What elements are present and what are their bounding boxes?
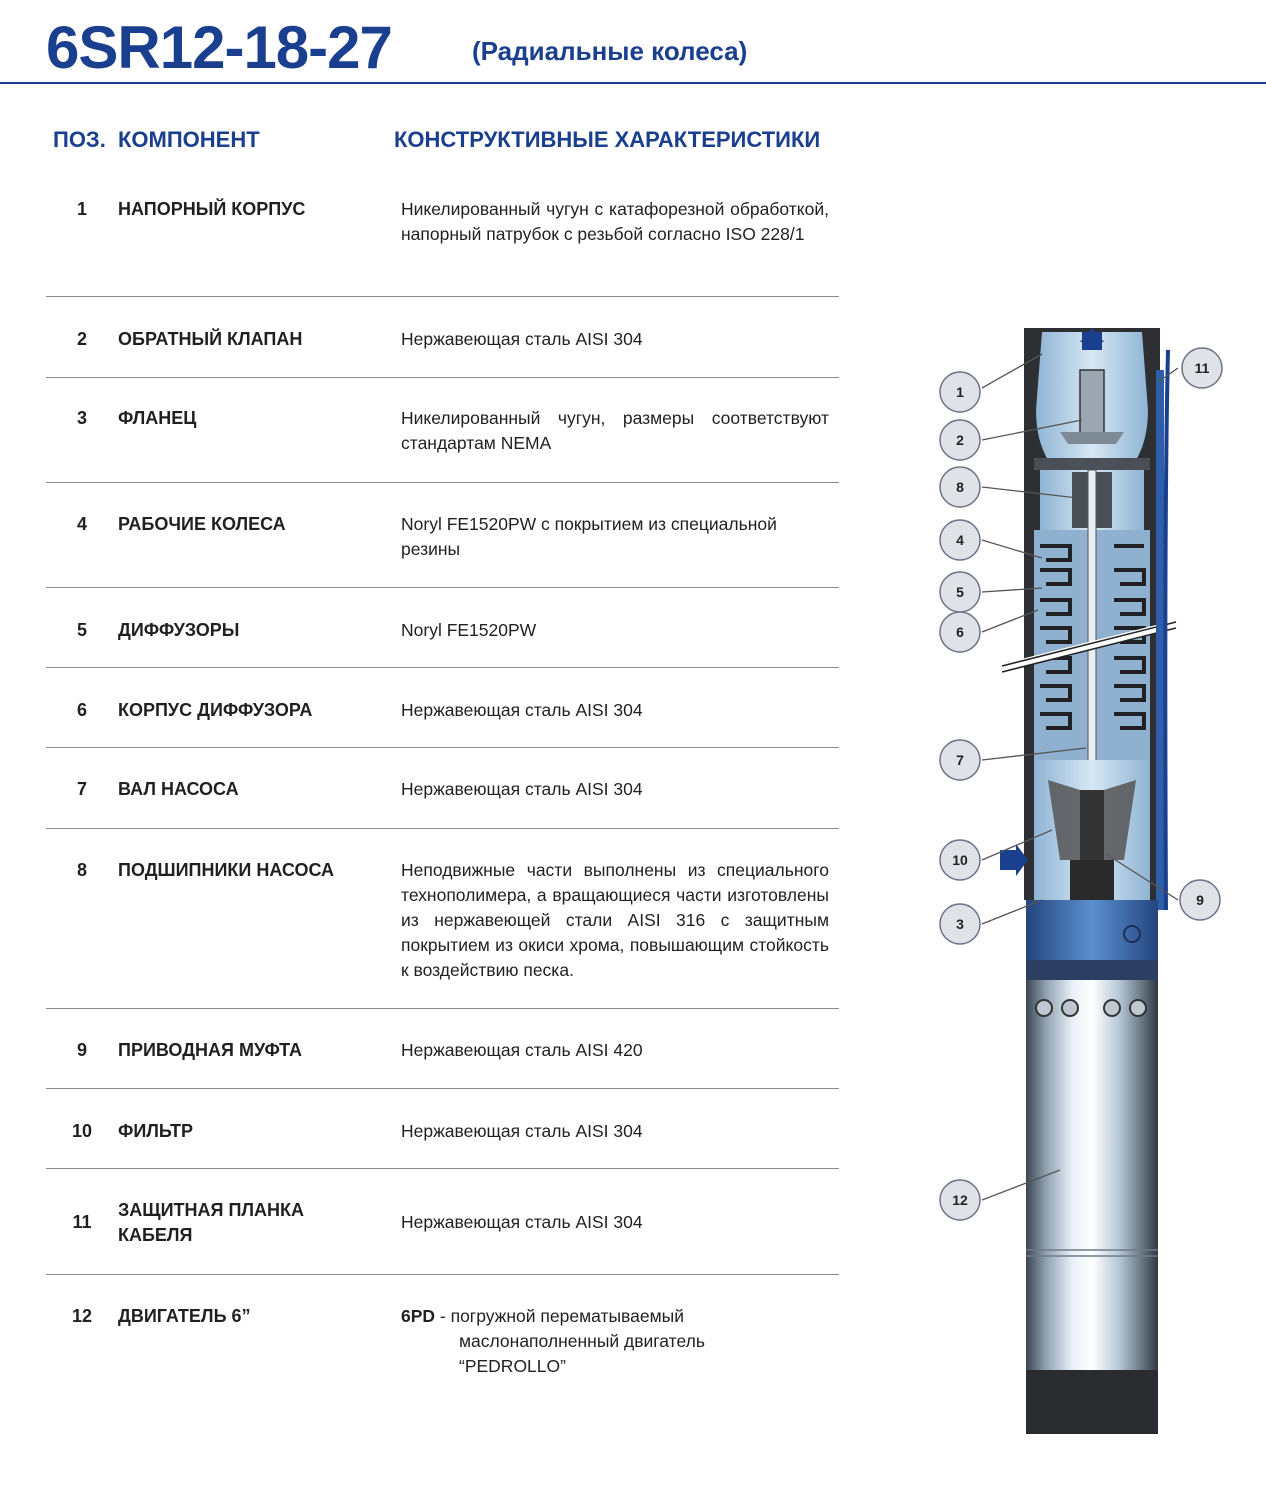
callout-4: 4 bbox=[956, 532, 964, 548]
row-component: ДВИГАТЕЛЬ 6” bbox=[118, 1306, 251, 1326]
row-spec: Нержавеющая сталь AISI 420 bbox=[401, 1040, 643, 1060]
callout-6: 6 bbox=[956, 624, 964, 640]
callout-3: 3 bbox=[956, 916, 964, 932]
row-component: ПРИВОДНАЯ МУФТА bbox=[118, 1040, 302, 1060]
column-header-pos: ПОЗ. bbox=[53, 127, 106, 152]
column-header-component: КОМПОНЕНТ bbox=[118, 127, 260, 152]
row-pos: 9 bbox=[76, 1040, 87, 1060]
page-title: 6SR12-18-27 bbox=[46, 14, 392, 81]
column-header-spec: КОНСТРУКТИВНЫЕ ХАРАКТЕРИСТИКИ bbox=[394, 127, 821, 152]
row-divider bbox=[46, 587, 839, 588]
row-spec: Никелированный чугун, размеры соответствуют стандартам NEMA bbox=[401, 408, 829, 453]
row-divider bbox=[46, 377, 839, 378]
row-component: НАПОРНЫЙ КОРПУС bbox=[118, 199, 306, 219]
row-spec: Нержавеющая сталь AISI 304 bbox=[401, 1121, 643, 1141]
row-pos: 12 bbox=[71, 1306, 93, 1326]
row-divider bbox=[46, 747, 839, 748]
row-spec: Нержавеющая сталь AISI 304 bbox=[401, 700, 643, 720]
motor-model: 6PD bbox=[401, 1306, 436, 1326]
row-pos: 6 bbox=[76, 700, 87, 720]
row-divider bbox=[46, 1168, 839, 1169]
row-divider bbox=[46, 296, 839, 297]
row-spec: Нержавеющая сталь AISI 304 bbox=[401, 1212, 643, 1232]
row-pos: 7 bbox=[76, 779, 87, 799]
row-divider bbox=[46, 667, 839, 668]
callout-10: 10 bbox=[952, 852, 968, 868]
row-component: ЗАЩИТНАЯ ПЛАНКА КАБЕЛЯ bbox=[118, 1200, 305, 1245]
row-pos: 8 bbox=[76, 860, 87, 880]
row-spec: Никелированный чугун с катафорезной обработкой, напорный патрубок с резьбой согласно ISO 228/1 bbox=[401, 199, 829, 244]
row-component: ДИФФУЗОРЫ bbox=[118, 620, 240, 640]
row-spec: Noryl FE1520PW bbox=[401, 620, 537, 640]
row-divider bbox=[46, 482, 839, 483]
row-pos: 10 bbox=[71, 1121, 93, 1141]
title-divider bbox=[0, 82, 1266, 84]
callout-12: 12 bbox=[952, 1192, 968, 1208]
row-spec bbox=[401, 1304, 829, 1379]
callout-7: 7 bbox=[956, 752, 964, 768]
row-component: ФИЛЬТР bbox=[118, 1121, 194, 1141]
row-component: ФЛАНЕЦ bbox=[118, 408, 197, 428]
callout-11: 11 bbox=[1194, 360, 1210, 376]
row-pos: 3 bbox=[76, 408, 87, 428]
row-divider bbox=[46, 1088, 839, 1089]
callout-8: 8 bbox=[956, 479, 964, 495]
pump-cutaway-illustration bbox=[930, 320, 1230, 1440]
row-component: ВАЛ НАСОСА bbox=[118, 779, 239, 799]
row-divider bbox=[46, 1008, 839, 1009]
row-pos: 1 bbox=[76, 199, 87, 219]
callout-2: 2 bbox=[956, 432, 964, 448]
callout-9: 9 bbox=[1196, 892, 1204, 908]
row-pos: 5 bbox=[76, 620, 87, 640]
callout-5: 5 bbox=[956, 584, 964, 600]
row-divider bbox=[46, 1274, 839, 1275]
callout-1: 1 bbox=[956, 384, 964, 400]
motor-desc-line1: - погружной перематываемый bbox=[435, 1306, 685, 1326]
row-spec: Noryl FE1520PW с покрытием из специальной резины bbox=[401, 514, 777, 559]
row-component: РАБОЧИЕ КОЛЕСА bbox=[118, 514, 286, 534]
row-divider bbox=[46, 828, 839, 829]
pump-body bbox=[1000, 328, 1176, 1434]
page-subtitle: (Радиальные колеса) bbox=[472, 36, 748, 66]
row-spec: Нержавеющая сталь AISI 304 bbox=[401, 779, 643, 799]
row-spec: Нержавеющая сталь AISI 304 bbox=[401, 329, 643, 349]
row-component: КОРПУС ДИФФУЗОРА bbox=[118, 700, 313, 720]
row-pos: 11 bbox=[72, 1212, 92, 1232]
row-spec: Неподвижные части выполнены из специального технополимера, а вращающиеся части изготовлены из нержавеющей стали AISI 316 с защитным покрытием из окиси хрома, повышающим стойкость к воздействию песка. bbox=[401, 860, 829, 980]
row-component: ОБРАТНЫЙ КЛАПАН bbox=[118, 329, 303, 349]
row-pos: 4 bbox=[76, 514, 87, 534]
row-component: ПОДШИПНИКИ НАСОСА bbox=[118, 860, 334, 880]
motor-desc-line3: “PEDROLLO” bbox=[459, 1356, 566, 1376]
row-pos: 2 bbox=[76, 329, 87, 349]
motor-desc-line2: маслонаполненный двигатель bbox=[459, 1331, 705, 1351]
